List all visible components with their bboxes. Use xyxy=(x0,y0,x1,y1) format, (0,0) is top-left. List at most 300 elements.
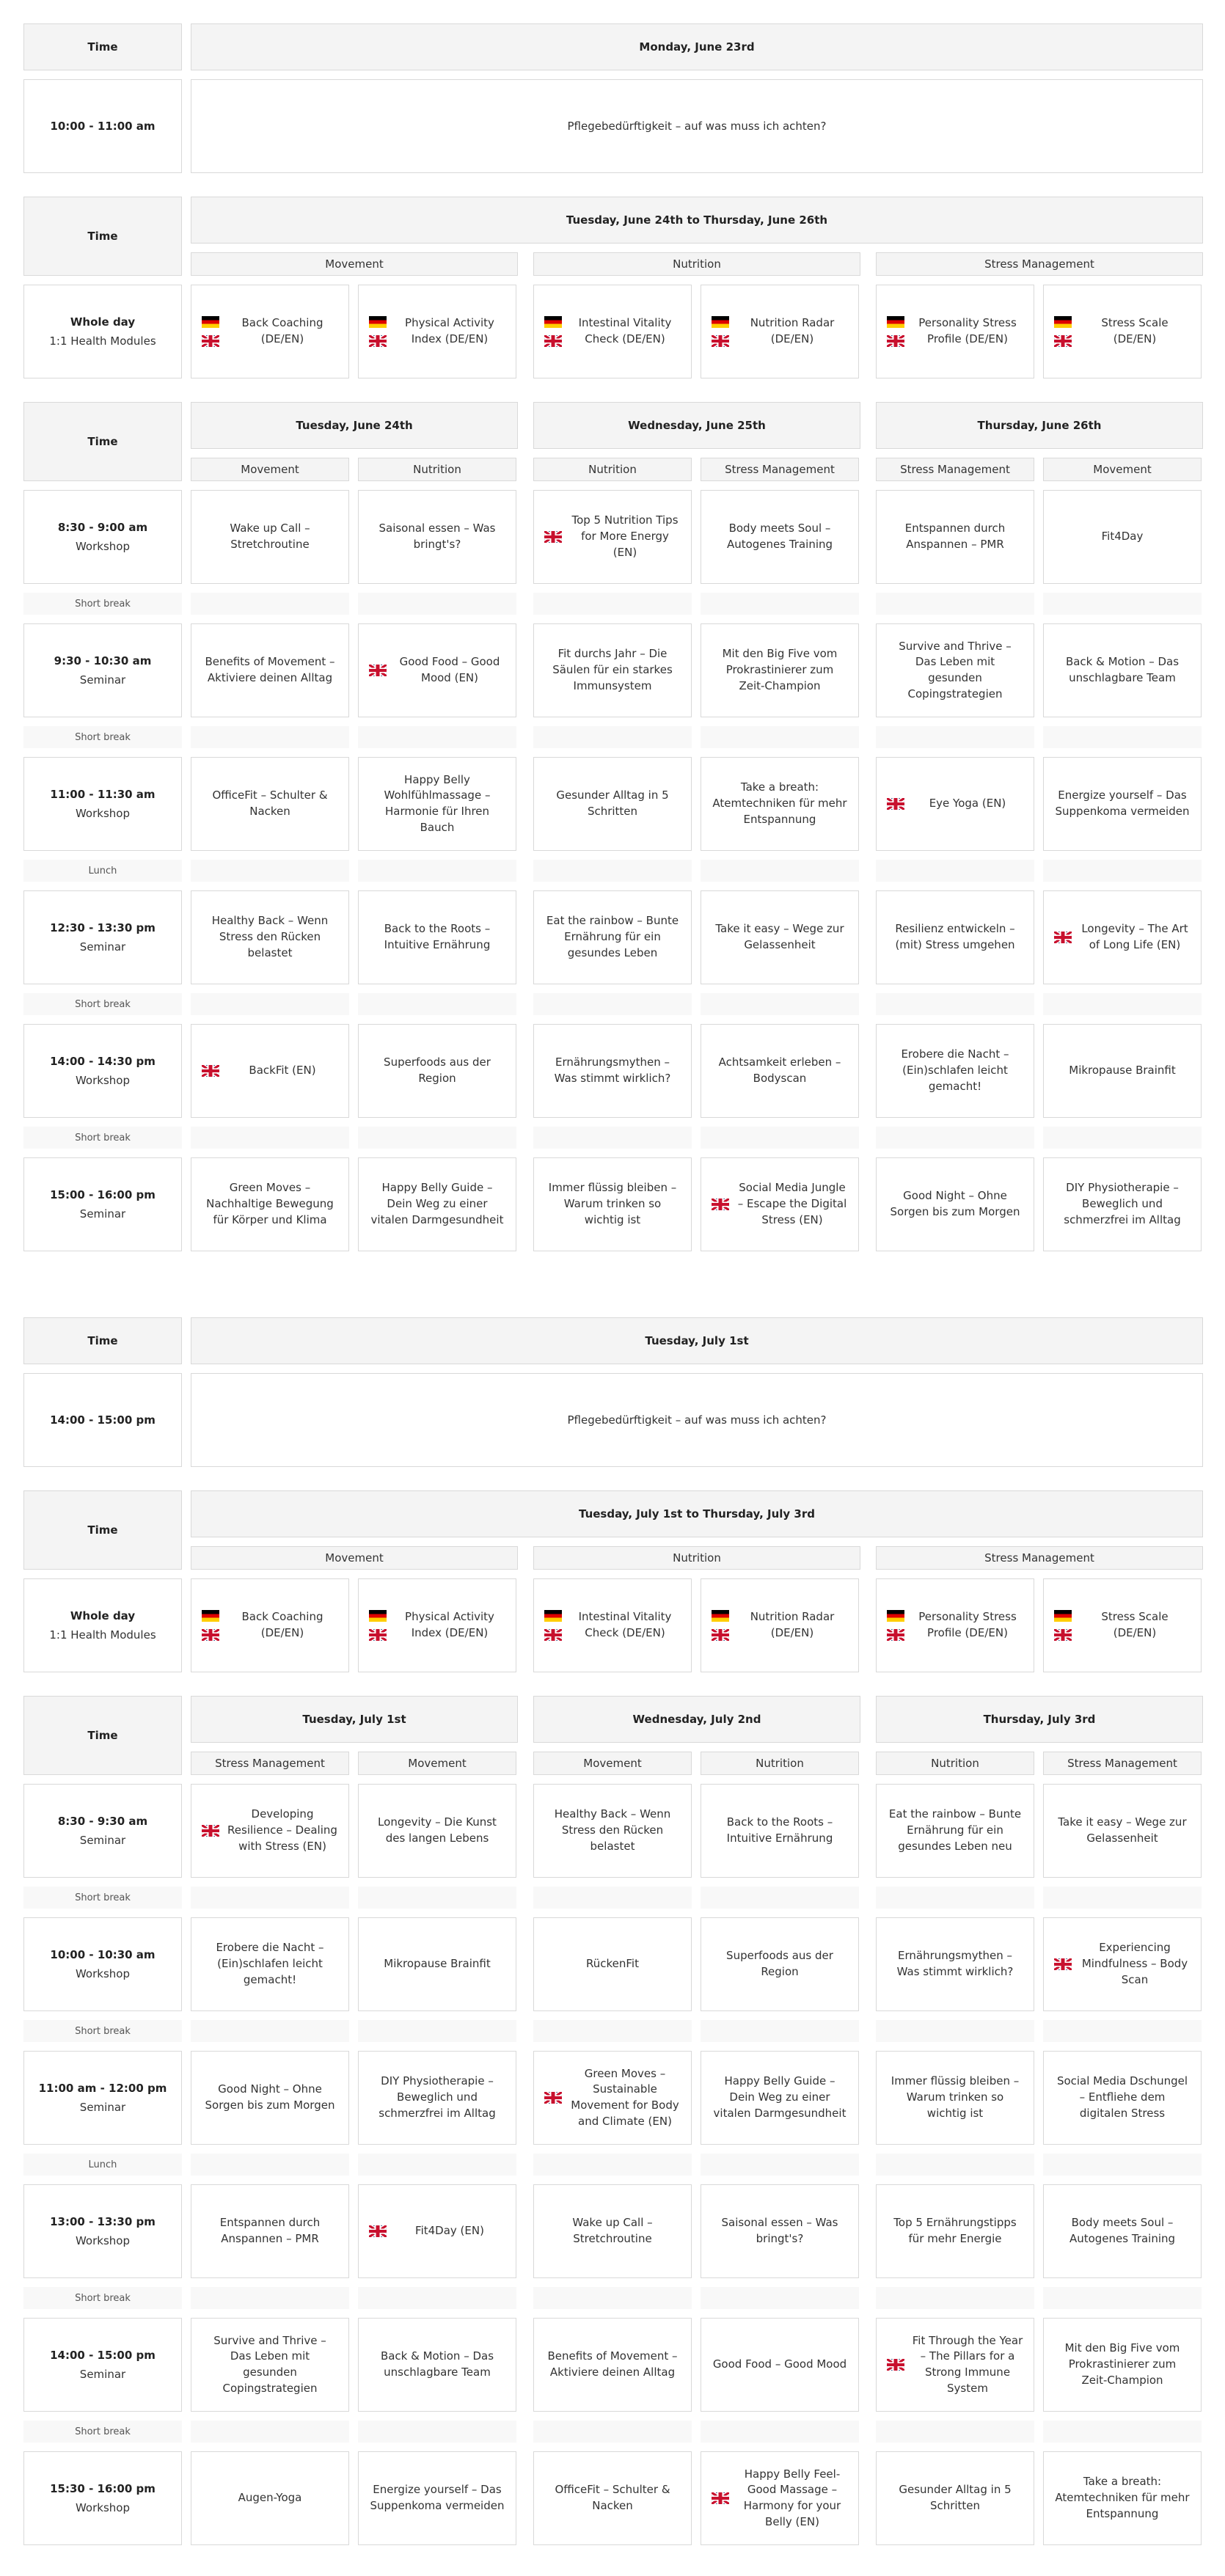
health-module-cell[interactable] xyxy=(533,285,692,378)
language-flags xyxy=(202,316,219,347)
break-row-cell xyxy=(701,1127,859,1149)
day-header: Wednesday, July 2nd xyxy=(533,1696,860,1743)
session-cell[interactable] xyxy=(876,2051,1034,2145)
break-row-cell xyxy=(358,1127,516,1149)
break-row-cell xyxy=(701,2020,859,2042)
day-header: Tuesday, July 1st xyxy=(191,1317,1203,1364)
session-type: Seminar xyxy=(79,1834,126,1847)
day-header: Tuesday, July 1st xyxy=(191,1696,518,1743)
break-row-cell xyxy=(358,993,516,1015)
event-title: Mit den Big Five vom Prokrastinierer zum Zeit-Champion xyxy=(1064,2341,1180,2387)
uk-flag-icon xyxy=(712,1629,729,1641)
language-flags xyxy=(202,1610,219,1641)
language-flags xyxy=(1054,932,1072,943)
session-cell[interactable] xyxy=(191,1024,349,1118)
session-cell[interactable] xyxy=(533,490,692,584)
category-header: Nutrition xyxy=(876,1752,1034,1775)
event-title: RückenFit xyxy=(586,1957,639,1971)
language-flags xyxy=(369,316,387,347)
session-cell[interactable] xyxy=(701,2051,859,2145)
session-cell[interactable] xyxy=(358,1784,516,1878)
time-label: 15:00 - 16:00 pm xyxy=(50,1188,156,1201)
session-cell[interactable] xyxy=(358,2318,516,2412)
event-title: Nutrition Radar (DE/EN) xyxy=(750,1610,835,1639)
category-header: Stress Management xyxy=(191,1752,349,1775)
break-row-cell xyxy=(1043,2154,1202,2176)
uk-flag-icon xyxy=(544,335,562,347)
session-type: Seminar xyxy=(79,940,126,954)
session-cell[interactable] xyxy=(358,2184,516,2278)
session-cell[interactable] xyxy=(876,490,1034,584)
break-row-label: Short break xyxy=(23,2020,182,2042)
time-label: 15:30 - 16:00 pm xyxy=(50,2482,156,2495)
session-cell[interactable] xyxy=(701,1024,859,1118)
event-title: Eat the rainbow – Bunte Ernährung für ein gesundes Leben xyxy=(546,914,679,959)
time-slot xyxy=(23,490,182,584)
category-header: Movement xyxy=(191,252,518,276)
health-module-cell[interactable] xyxy=(701,285,859,378)
language-flags xyxy=(1054,1958,1072,1970)
event-title: Intestinal Vitality Check (DE/EN) xyxy=(578,1610,672,1639)
health-module-cell[interactable] xyxy=(1043,285,1202,378)
event-title: Back Coaching (DE/EN) xyxy=(241,316,323,345)
time-label: Whole day xyxy=(70,1609,136,1622)
event-title: Back & Motion – Das unschlagbare Team xyxy=(1065,655,1180,684)
session-cell[interactable] xyxy=(191,1917,349,2011)
session-cell[interactable] xyxy=(191,2318,349,2412)
session-type: Workshop xyxy=(75,2234,130,2247)
event-title: Ernährungsmythen – Was stimmt wirklich? xyxy=(554,1055,671,1085)
session-cell[interactable] xyxy=(876,757,1034,851)
session-cell[interactable] xyxy=(191,623,349,717)
session-cell[interactable] xyxy=(358,757,516,851)
break-row-cell xyxy=(191,860,349,882)
event-title: Entspannen durch Anspannen – PMR xyxy=(904,522,1006,551)
de-flag-icon xyxy=(887,316,904,328)
break-row-cell xyxy=(876,2421,1034,2443)
break-row-cell xyxy=(533,593,692,615)
time-label: 14:00 - 15:00 pm xyxy=(50,2349,156,2362)
category-header: Nutrition xyxy=(533,252,860,276)
break-row-cell xyxy=(876,1887,1034,1909)
uk-flag-icon xyxy=(887,2359,904,2371)
uk-flag-icon xyxy=(202,1825,219,1837)
event-title: Gesunder Alltag in 5 Schritten xyxy=(899,2483,1012,2512)
session-cell[interactable] xyxy=(1043,1024,1202,1118)
category-header: Nutrition xyxy=(533,458,692,481)
break-row-cell xyxy=(876,1127,1034,1149)
day-header: Wednesday, June 25th xyxy=(533,402,860,449)
break-row-cell xyxy=(191,726,349,748)
session-cell[interactable] xyxy=(876,1917,1034,2011)
event-title: Mikropause Brainfit xyxy=(1069,1064,1176,1077)
uk-flag-icon xyxy=(887,335,904,347)
uk-flag-icon xyxy=(1054,335,1072,347)
break-row-cell xyxy=(701,593,859,615)
event-title: Good Food – Good Mood (EN) xyxy=(399,655,500,684)
session-type: Workshop xyxy=(75,540,130,553)
uk-flag-icon xyxy=(544,2092,562,2104)
break-row-cell xyxy=(1043,2421,1202,2443)
time-label: Whole day xyxy=(70,315,136,329)
time-label: 14:00 - 14:30 pm xyxy=(50,1055,156,1068)
event-title: Personality Stress Profile (DE/EN) xyxy=(918,1610,1017,1639)
uk-flag-icon xyxy=(1054,1629,1072,1641)
event-title: Personality Stress Profile (DE/EN) xyxy=(918,316,1017,345)
break-row-cell xyxy=(358,2421,516,2443)
session-cell[interactable] xyxy=(701,1784,859,1878)
event-title: Fit Through the Year – The Pillars for a Strong Immune System xyxy=(912,2333,1023,2395)
language-flags xyxy=(1054,1610,1072,1641)
event-title: Mikropause Brainfit xyxy=(384,1957,491,1971)
session-cell[interactable] xyxy=(1043,2318,1202,2412)
session-cell[interactable] xyxy=(876,2184,1034,2278)
session-cell[interactable] xyxy=(358,1157,516,1251)
session-cell[interactable] xyxy=(876,890,1034,984)
session-cell[interactable] xyxy=(876,2451,1034,2545)
break-row-label: Lunch xyxy=(23,860,182,882)
break-row-label: Short break xyxy=(23,993,182,1015)
session-cell[interactable] xyxy=(533,2184,692,2278)
session-cell[interactable] xyxy=(1043,490,1202,584)
time-slot xyxy=(23,1157,182,1251)
session-cell[interactable] xyxy=(191,757,349,851)
session-cell[interactable] xyxy=(191,2184,349,2278)
session-cell[interactable] xyxy=(358,2451,516,2545)
language-flags xyxy=(887,1610,904,1641)
event-title: OfficeFit – Schulter & Nacken xyxy=(555,2483,670,2512)
event-cell[interactable]: Pflegebedürftigkeit – auf was muss ich achten? xyxy=(191,1373,1203,1467)
session-cell[interactable] xyxy=(533,2318,692,2412)
event-title: Stress Scale (DE/EN) xyxy=(1101,1610,1169,1639)
event-title: DIY Physiotherapie – Beweglich und schmerzfrei im Alltag xyxy=(1064,1181,1181,1226)
category-header: Stress Management xyxy=(1043,1752,1202,1775)
time-header: Time xyxy=(23,1696,182,1775)
event-title: Body meets Soul – Autogenes Training xyxy=(1069,2216,1176,2245)
session-cell[interactable] xyxy=(533,757,692,851)
session-cell[interactable] xyxy=(701,890,859,984)
time-label: 9:30 - 10:30 am xyxy=(54,654,152,667)
category-header: Nutrition xyxy=(701,1752,859,1775)
break-row-cell xyxy=(533,2020,692,2042)
event-title: Immer flüssig bleiben – Warum trinken so wichtig ist xyxy=(548,1181,677,1226)
session-cell[interactable] xyxy=(533,623,692,717)
health-module-cell[interactable] xyxy=(533,1578,692,1672)
category-header: Stress Management xyxy=(876,252,1203,276)
session-cell[interactable] xyxy=(701,1917,859,2011)
session-cell[interactable] xyxy=(701,623,859,717)
de-flag-icon xyxy=(369,1610,387,1622)
session-type: Workshop xyxy=(75,2501,130,2514)
session-type: Workshop xyxy=(75,1967,130,1980)
day-header: Thursday, June 26th xyxy=(876,402,1203,449)
session-cell[interactable] xyxy=(876,2318,1034,2412)
event-title: BackFit (EN) xyxy=(249,1064,316,1077)
session-cell[interactable] xyxy=(1043,1157,1202,1251)
uk-flag-icon xyxy=(202,1629,219,1641)
break-row-cell xyxy=(701,860,859,882)
session-cell[interactable] xyxy=(358,623,516,717)
break-row-cell xyxy=(876,860,1034,882)
session-cell[interactable] xyxy=(876,1784,1034,1878)
session-cell[interactable] xyxy=(701,1157,859,1251)
session-cell[interactable] xyxy=(191,890,349,984)
session-cell[interactable] xyxy=(358,490,516,584)
event-title: Social Media Dschungel – Entfliehe dem digitalen Stress xyxy=(1056,2074,1188,2120)
session-cell[interactable] xyxy=(1043,1784,1202,1878)
language-flags xyxy=(544,531,562,543)
session-type: Seminar xyxy=(79,2101,126,2114)
event-title: Augen-Yoga xyxy=(238,2491,302,2505)
uk-flag-icon xyxy=(369,335,387,347)
session-cell[interactable] xyxy=(533,1784,692,1878)
event-title: Survive and Thrive – Das Leben mit gesunden Copingstrategien xyxy=(899,639,1012,700)
break-row-cell xyxy=(191,2020,349,2042)
event-title: Erobere die Nacht – (Ein)schlafen leicht gemacht! xyxy=(901,1047,1009,1093)
time-label: 11:00 am - 12:00 pm xyxy=(38,2082,167,2095)
time-slot xyxy=(23,1578,182,1672)
language-flags xyxy=(1054,316,1072,347)
event-title: Stress Scale (DE/EN) xyxy=(1101,316,1169,345)
day-header: Tuesday, June 24th xyxy=(191,402,518,449)
break-row-cell xyxy=(1043,1887,1202,1909)
event-title: Intestinal Vitality Check (DE/EN) xyxy=(578,316,672,345)
event-title: Back to the Roots – Intuitive Ernährung xyxy=(726,1815,833,1845)
break-row-cell xyxy=(1043,2020,1202,2042)
session-cell[interactable] xyxy=(191,490,349,584)
uk-flag-icon xyxy=(887,798,904,810)
language-flags xyxy=(712,1610,729,1641)
session-cell[interactable] xyxy=(358,890,516,984)
time-label: 8:30 - 9:30 am xyxy=(57,1815,148,1828)
event-title: Happy Belly Guide – Dein Weg zu einer vitalen Darmgesundheit xyxy=(370,1181,504,1226)
language-flags xyxy=(887,798,904,810)
session-cell[interactable] xyxy=(533,1157,692,1251)
session-cell[interactable] xyxy=(533,2051,692,2145)
uk-flag-icon xyxy=(202,335,219,347)
event-title: Body meets Soul – Autogenes Training xyxy=(726,522,833,551)
health-module-cell[interactable] xyxy=(701,1578,859,1672)
event-title: Nutrition Radar (DE/EN) xyxy=(750,316,835,345)
health-module-cell[interactable] xyxy=(1043,1578,1202,1672)
time-slot xyxy=(23,2451,182,2545)
break-row-label: Lunch xyxy=(23,2154,182,2176)
uk-flag-icon xyxy=(1054,1958,1072,1970)
time-slot xyxy=(23,2184,182,2278)
time-header: Time xyxy=(23,23,182,70)
category-header: Movement xyxy=(358,1752,516,1775)
event-title: Take it easy – Wege zur Gelassenheit xyxy=(1058,1815,1187,1845)
break-row-cell xyxy=(1043,2287,1202,2309)
break-row-cell xyxy=(701,1887,859,1909)
event-title: Wake up Call – Stretchroutine xyxy=(572,2216,653,2245)
language-flags xyxy=(544,2092,562,2104)
session-cell[interactable] xyxy=(701,2184,859,2278)
event-title: Wake up Call – Stretchroutine xyxy=(230,522,310,551)
event-title: Longevity – The Art of Long Life (EN) xyxy=(1081,922,1188,951)
event-title: DIY Physiotherapie – Beweglich und schmerzfrei im Alltag xyxy=(379,2074,496,2120)
time-slot: 14:00 - 15:00 pm xyxy=(23,1373,182,1467)
language-flags xyxy=(712,1199,729,1210)
time-label: 12:30 - 13:30 pm xyxy=(50,921,156,934)
break-row-cell xyxy=(358,726,516,748)
session-cell[interactable] xyxy=(876,1024,1034,1118)
break-row-cell xyxy=(191,1127,349,1149)
category-header: Movement xyxy=(191,1546,518,1570)
break-row-label: Short break xyxy=(23,2287,182,2309)
health-module-cell[interactable] xyxy=(191,1578,349,1672)
session-cell[interactable] xyxy=(358,2051,516,2145)
uk-flag-icon xyxy=(712,335,729,347)
event-title: Saisonal essen – Was bringt's? xyxy=(379,522,496,551)
event-title: Energize yourself – Das Suppenkoma vermeiden xyxy=(1055,788,1190,818)
health-module-cell[interactable] xyxy=(876,1578,1034,1672)
break-row-cell xyxy=(191,1887,349,1909)
health-module-cell[interactable] xyxy=(358,285,516,378)
event-title: Entspannen durch Anspannen – PMR xyxy=(219,2216,321,2245)
break-row-cell xyxy=(876,2020,1034,2042)
event-title: Benefits of Movement – Aktiviere deinen Alltag xyxy=(547,2349,678,2379)
session-cell[interactable] xyxy=(1043,623,1202,717)
session-cell[interactable] xyxy=(701,2451,859,2545)
language-flags xyxy=(544,316,562,347)
session-cell[interactable] xyxy=(1043,2051,1202,2145)
session-cell[interactable] xyxy=(1043,890,1202,984)
health-module-cell[interactable] xyxy=(876,285,1034,378)
session-cell[interactable] xyxy=(701,757,859,851)
break-row-cell xyxy=(358,1887,516,1909)
break-row-cell xyxy=(533,860,692,882)
event-title: OfficeFit – Schulter & Nacken xyxy=(212,788,328,818)
event-cell[interactable]: Pflegebedürftigkeit – auf was muss ich achten? xyxy=(191,79,1203,173)
break-row-cell xyxy=(876,2287,1034,2309)
break-row-cell xyxy=(358,2020,516,2042)
event-title: Take a breath: Atemtechniken für mehr Entspannung xyxy=(712,780,847,826)
session-cell[interactable] xyxy=(358,1917,516,2011)
event-title: Social Media Jungle – Escape the Digital Stress (EN) xyxy=(737,1181,847,1226)
session-cell[interactable] xyxy=(533,1024,692,1118)
break-row-cell xyxy=(191,593,349,615)
break-row-cell xyxy=(701,2421,859,2443)
category-header: Stress Management xyxy=(876,458,1034,481)
event-title: Physical Activity Index (DE/EN) xyxy=(405,1610,494,1639)
event-title: Good Food – Good Mood xyxy=(712,2357,847,2371)
session-cell[interactable] xyxy=(876,1157,1034,1251)
language-flags xyxy=(887,2359,904,2371)
break-row-cell xyxy=(876,726,1034,748)
break-row-cell xyxy=(533,1127,692,1149)
event-title: Fit4Day xyxy=(1101,530,1144,544)
session-cell[interactable] xyxy=(1043,757,1202,851)
event-title: Back & Motion – Das unschlagbare Team xyxy=(380,2349,494,2379)
session-type: Workshop xyxy=(75,1074,130,1087)
de-flag-icon xyxy=(712,1610,729,1622)
session-cell[interactable] xyxy=(533,2451,692,2545)
session-type: 1:1 Health Modules xyxy=(49,334,156,348)
uk-flag-icon xyxy=(202,1065,219,1077)
de-flag-icon xyxy=(544,1610,562,1622)
session-cell[interactable] xyxy=(1043,2451,1202,2545)
period-header: Tuesday, June 24th to Thursday, June 26th xyxy=(191,197,1203,244)
event-title: Fit durchs Jahr – Die Säulen für ein starkes Immunsystem xyxy=(552,647,673,692)
event-title: Good Night – Ohne Sorgen bis zum Morgen xyxy=(890,1189,1020,1218)
session-cell[interactable] xyxy=(533,1917,692,2011)
break-row-cell xyxy=(358,2154,516,2176)
time-slot xyxy=(23,1917,182,2011)
break-row-cell xyxy=(191,993,349,1015)
session-cell[interactable] xyxy=(701,2318,859,2412)
event-title: Longevity – Die Kunst des langen Lebens xyxy=(378,1815,497,1845)
session-cell[interactable] xyxy=(191,1784,349,1878)
event-title: Green Moves – Nachhaltige Bewegung für Körper und Klima xyxy=(206,1181,334,1226)
session-cell[interactable] xyxy=(191,2051,349,2145)
session-cell[interactable] xyxy=(191,1157,349,1251)
event-title: Back Coaching (DE/EN) xyxy=(241,1610,323,1639)
time-slot: 10:00 - 11:00 am xyxy=(23,79,182,173)
session-cell[interactable] xyxy=(1043,2184,1202,2278)
language-flags xyxy=(712,2492,729,2504)
language-flags xyxy=(202,1065,219,1077)
session-cell[interactable] xyxy=(191,2451,349,2545)
health-module-cell[interactable] xyxy=(358,1578,516,1672)
session-cell[interactable] xyxy=(1043,1917,1202,2011)
break-row-cell xyxy=(876,2154,1034,2176)
break-row-cell xyxy=(533,2287,692,2309)
break-row-cell xyxy=(701,2287,859,2309)
language-flags xyxy=(369,665,387,676)
event-title: Happy Belly Wohlfühlmassage – Harmonie für Ihren Bauch xyxy=(384,772,491,834)
event-title: Take a breath: Atemtechniken für mehr Entspannung xyxy=(1055,2475,1190,2520)
category-header: Movement xyxy=(1043,458,1202,481)
language-flags xyxy=(202,1825,219,1837)
event-title: Eat the rainbow – Bunte Ernährung für ein gesundes Leben neu xyxy=(888,1807,1022,1853)
session-cell[interactable] xyxy=(701,490,859,584)
event-title: Benefits of Movement – Aktiviere deinen Alltag xyxy=(205,655,335,684)
break-row-cell xyxy=(191,2287,349,2309)
uk-flag-icon xyxy=(1054,932,1072,943)
break-row-cell xyxy=(1043,993,1202,1015)
event-title: Top 5 Nutrition Tips for More Energy (EN) xyxy=(571,513,679,559)
time-label: 11:00 - 11:30 am xyxy=(50,788,156,801)
session-cell[interactable] xyxy=(533,890,692,984)
category-header: Nutrition xyxy=(358,458,516,481)
event-title: Erobere die Nacht – (Ein)schlafen leicht gemacht! xyxy=(216,1941,324,1986)
event-title: Take it easy – Wege zur Gelassenheit xyxy=(715,922,844,951)
event-title: Mit den Big Five vom Prokrastinierer zum Zeit-Champion xyxy=(722,647,838,692)
break-row-label: Short break xyxy=(23,726,182,748)
break-row-cell xyxy=(533,993,692,1015)
category-header: Stress Management xyxy=(876,1546,1203,1570)
time-header: Time xyxy=(23,1490,182,1570)
session-cell[interactable] xyxy=(358,1024,516,1118)
event-title: Back to the Roots – Intuitive Ernährung xyxy=(384,922,491,951)
event-title: Saisonal essen – Was bringt's? xyxy=(721,2216,838,2245)
event-title: Green Moves – Sustainable Movement for Body and Climate (EN) xyxy=(571,2066,679,2128)
event-title: Survive and Thrive – Das Leben mit gesunden Copingstrategien xyxy=(213,2333,326,2395)
session-type: Seminar xyxy=(79,2368,126,2381)
language-flags xyxy=(369,1610,387,1641)
event-title: Eye Yoga (EN) xyxy=(929,797,1006,811)
health-module-cell[interactable] xyxy=(191,285,349,378)
day-header: Monday, June 23rd xyxy=(191,23,1203,70)
event-title: Superfoods aus der Region xyxy=(384,1055,491,1085)
break-row-cell xyxy=(191,2154,349,2176)
event-title: Healthy Back – Wenn Stress den Rücken belastet xyxy=(211,914,329,959)
session-type: 1:1 Health Modules xyxy=(49,1628,156,1642)
session-cell[interactable] xyxy=(876,623,1034,717)
break-row-cell xyxy=(876,993,1034,1015)
time-slot xyxy=(23,1024,182,1118)
